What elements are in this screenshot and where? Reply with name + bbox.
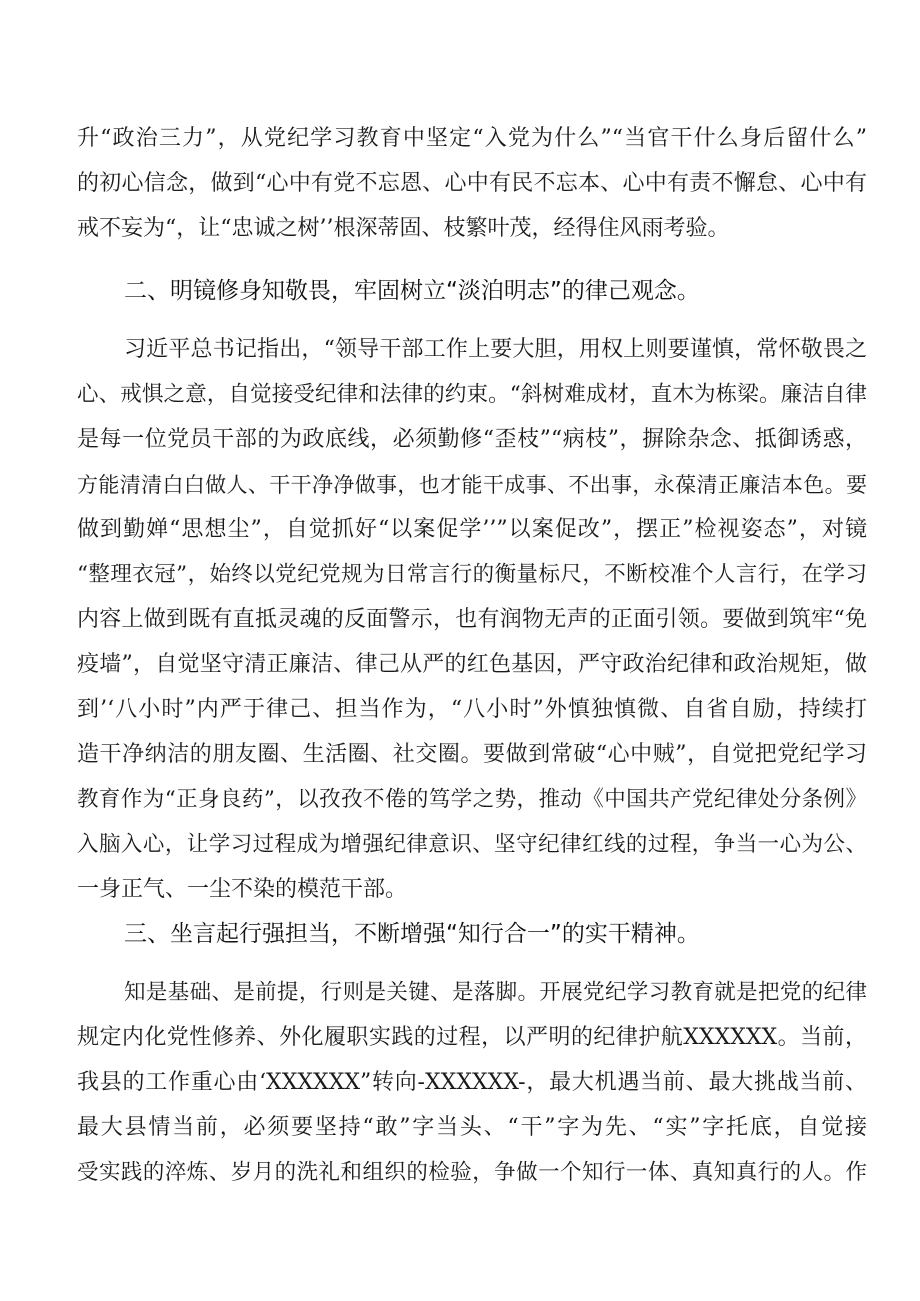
paragraph-2-line: 到’‘八小时”内严于律己、担当作为，“八小时”外慎独慎微、自省自励，持续打 xyxy=(77,697,867,722)
paragraph-2-line: 教育作为“正身良药”，以孜孜不倦的笃学之势，推动《中国共产党纪律处分条例》 xyxy=(77,787,867,812)
paragraph-2-line: 内容上做到既有直抵灵魂的反面警示，也有润物无声的正面引领。要做到筑牢“免 xyxy=(77,607,867,632)
paragraph-2-line: 是每一位党员干部的为政底线，必须勤修“歪枝”“病枝”，摒除杂念、抵御诱惑， xyxy=(77,427,867,452)
paragraph-2-line: 疫墙”，自觉坚守清正廉洁、律己从严的红色基因，严守政治纪律和政治规矩，做 xyxy=(77,652,867,677)
paragraph-3-line: 规定内化党性修养、外化履职实践的过程，以严明的纪律护航XXXXXX。当前， xyxy=(77,1025,867,1050)
paragraph-2-line: 造干净纳洁的朋友圈、生活圈、社交圈。要做到常破“心中贼”，自觉把党纪学习 xyxy=(77,742,867,767)
paragraph-2-line: 方能清清白白做人、干干净净做事，也才能干成事、不出事，永葆清正廉洁本色。要 xyxy=(77,473,867,497)
paragraph-3-line: 知是基础、是前提，行则是关键、是落脚。开展党纪学习教育就是把党的纪律 xyxy=(124,980,867,1005)
paragraph-3-line: 最大县情当前，必须要坚持“敢”字当头、“干”字为先、“实”字托底，自觉接 xyxy=(77,1115,867,1140)
section-heading-2: 二、明镜修身知敬畏，牢固树立“淡泊明志”的律己观念。 xyxy=(124,278,700,304)
paragraph-1-line: 戒不妄为“，让“忠诚之树’’根深蒂固、枝繁叶茂，经得住风雨考验。 xyxy=(77,216,730,241)
paragraph-1-line: 的初心信念，做到“心中有党不忘恩、心中有民不忘本、心中有责不懈怠、心中有 xyxy=(77,171,867,196)
paragraph-1-line: 升“政治三力”，从党纪学习教育中坚定“入党为什么”“当官干什么身后留什么” xyxy=(77,126,867,151)
paragraph-3-line: 我县的工作重心由‘XXXXXX”转向-XXXXXX-，最大机遇当前、最大挑战当前、 xyxy=(77,1070,867,1095)
paragraph-2-line: “整理衣冠”，始终以党纪党规为日常言行的衡量标尺，不断校准个人言行，在学习 xyxy=(77,562,867,587)
paragraph-3-line: 受实践的淬炼、岁月的洗礼和组织的检验，争做一个知行一体、真知真行的人。作 xyxy=(77,1160,867,1185)
paragraph-2-line: 入脑入心，让学习过程成为增强纪律意识、坚守纪律红线的过程，争当一心为公、 xyxy=(77,832,867,857)
paragraph-2-line: 心、戒惧之意，自觉接受纪律和法律的约束。“斜树难成材，直木为栋梁。廉洁自律 xyxy=(77,382,867,407)
paragraph-2-line: 习近平总书记指出，“领导干部工作上要大胆，用权上则要谨慎，常怀敬畏之 xyxy=(124,337,867,362)
section-heading-3: 三、坐言起行强担当，不断增强“知行合一”的实干精神。 xyxy=(124,921,700,947)
paragraph-2-line: 一身正气、一尘不染的模范干部。 xyxy=(77,877,408,902)
paragraph-2-line: 做到勤婵“思想尘”，自觉抓好“以案促学’’”以案促改”，摆正”检视姿态”，对镜 xyxy=(77,517,867,542)
